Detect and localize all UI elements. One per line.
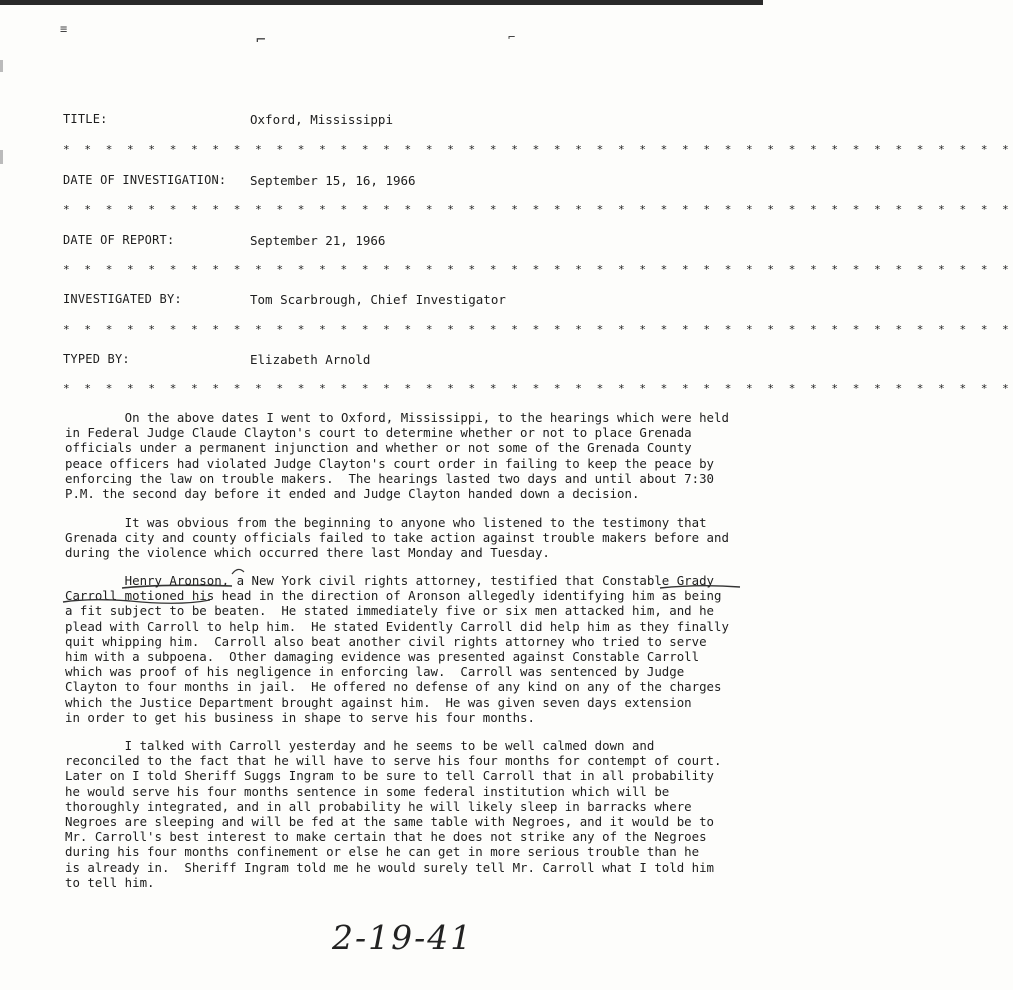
text-line: reconciled to the fact that he will have to serve his four months for contempt of court. [65,753,722,769]
text-line: in Federal Judge Claude Clayton's court to determine whether or not to place Grenada [65,425,692,441]
text-line: thoroughly integrated, and in all probability he will likely sleep in barracks where [65,798,692,814]
text-line: in order to get his business in shape to serve his four months. [65,709,535,725]
text-line: officials under a permanent injunction and whether or not some of the Grenada County [65,440,692,456]
star-separator: * * * * * * * * * * * * * * * * * * * * * * * * * * * * * * * * * * * * * * * * * * * * * [63,382,1013,395]
text-line: a fit subject to be beaten. He stated immediately five or six men attacked him, and he [65,603,715,619]
text-line: On the above dates I went to Oxford, Mississippi, to the hearings which were held [65,410,729,425]
investigated-by-value: Tom Scarbrough, Chief Investigator [250,292,506,307]
text-line: Negroes are sleeping and will be fed at the same table with Negroes, and it would be to [65,814,715,830]
title-label: TITLE: [63,112,108,126]
text-line: Clayton to four months in jail. He offered no defense of any kind on any of the charges [65,679,722,695]
star-separator: * * * * * * * * * * * * * * * * * * * * * * * * * * * * * * * * * * * * * * * * * * * * * [63,263,1013,276]
scan-speck: ≡ [60,22,68,36]
text-line: which was proof of his negligence in enforcing law. Carroll was sentenced by Judge [65,664,685,680]
text-line: Carroll motioned his head in the direction of Aronson allegedly identifying him as being [65,588,722,604]
text-line: during the violence which occurred there last Monday and Tuesday. [65,545,550,561]
text-line: him with a subpoena. Other damaging evidence was presented against Constable Carroll [65,649,700,665]
text-line: during his four months confinement or else he can get in more serious trouble than he [65,844,700,860]
typed-by-label: TYPED BY: [63,352,130,366]
typed-by-value: Elizabeth Arnold [250,352,371,367]
report-date-label: DATE OF REPORT: [63,233,175,247]
paragraph-talked [65,738,745,890]
text-line: plead with Carroll to help him. He stated Evidently Carroll did help him as they finally [65,618,729,634]
handwritten-file-number: 2-19-41 [332,918,474,957]
star-separator: * * * * * * * * * * * * * * * * * * * * * * * * * * * * * * * * * * * * * * * * * * * * * [63,323,1013,336]
text-line: Grenada city and county officials failed to take action against trouble makers before and [65,530,729,546]
text-line: Mr. Carroll's best interest to make certain that he does not strike any of the Negroes [65,829,707,845]
investigation-date-value: September 15, 16, 1966 [250,173,416,188]
scan-speck: ⌐ [256,30,266,49]
title-value: Oxford, Mississippi [250,112,393,127]
star-separator: * * * * * * * * * * * * * * * * * * * * * * * * * * * * * * * * * * * * * * * * * * * * * [63,143,1013,156]
investigation-date-label: DATE OF INVESTIGATION: [63,173,227,187]
text-line: he would serve his four months sentence in some federal institution which will be [65,783,670,799]
text-line: Henry Aronson, a New York civil rights attorney, testified that Constable Grady [65,573,715,588]
text-line: is already in. Sheriff Ingram told me he would surely tell Mr. Carroll what I told him [65,859,715,875]
text-line: quit whipping him. Carroll also beat another civil rights attorney who tried to serve [65,633,707,649]
scan-speck: ⌐ [508,30,516,44]
investigated-by-label: INVESTIGATED BY: [63,292,182,306]
text-line: P.M. the second day before it ended and Judge Clayton handed down a decision. [65,486,640,502]
text-line: I talked with Carroll yesterday and he seems to be well calmed down and [65,738,655,753]
text-line: to tell him. [65,874,155,890]
star-separator: * * * * * * * * * * * * * * * * * * * * * * * * * * * * * * * * * * * * * * * * * * * * * [63,203,1013,216]
text-line: It was obvious from the beginning to anyone who listened to the testimony that [65,515,707,530]
text-line: peace officers had violated Judge Clayton's court order in failing to keep the peace by [65,455,715,471]
text-line: Later on I told Sheriff Suggs Ingram to be sure to tell Carroll that in all probability [65,768,715,784]
text-line: which the Justice Department brought against him. He was given seven days extension [65,694,692,710]
text-line: enforcing the law on trouble makers. The hearings lasted two days and until about 7:30 [65,470,715,486]
report-date-value: September 21, 1966 [250,233,386,248]
